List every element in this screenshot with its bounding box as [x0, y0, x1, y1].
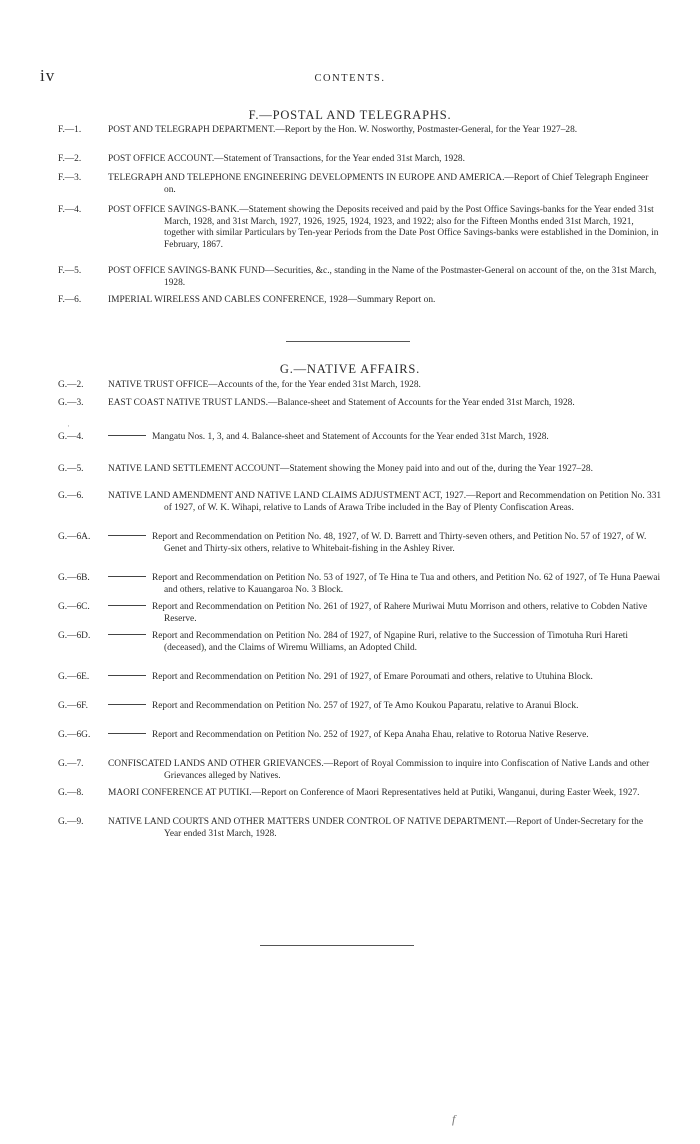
entry-code: G.—4.	[58, 432, 84, 442]
entry-code: G.—6E.	[58, 672, 90, 682]
entry-text: Report and Recommendation on Petition No. 284 of 1927, of Ngapine Ruri, relative to the Succession of Timotuha Ruri Hareti (deceased), and the Claims of Wiremu Williams, an Adopted Child.	[152, 631, 628, 653]
entry-text: Report and Recommendation on Petition No. 291 of 1927, of Emare Poroumati and others, relative to Utuhina Block.	[152, 672, 593, 682]
entry-code: G.—6G.	[58, 730, 91, 740]
toc-entry	[58, 205, 662, 251]
entry-text: IMPERIAL WIRELESS AND CABLES CONFERENCE, 1928—Summary Report on.	[108, 295, 436, 305]
entry-code: G.—5.	[58, 464, 84, 474]
entry-code: G.—6D.	[58, 631, 91, 641]
toc-entry	[58, 573, 662, 596]
entry-text: CONFISCATED LANDS AND OTHER GRIEVANCES.—Report of Royal Commission to inquire into Confiscation of Native Lands and other Grievances alleged by Natives.	[108, 759, 650, 781]
ditto-dash	[108, 435, 146, 436]
entry-code: G.—6B.	[58, 573, 90, 583]
entry-code: G.—9.	[58, 817, 84, 827]
end-rule	[260, 945, 414, 946]
entry-text: Report and Recommendation on Petition No. 261 of 1927, of Rahere Muriwai Mutu Morrison and others, relative to Cobden Native Reserve.	[152, 602, 648, 624]
section-divider	[286, 341, 410, 342]
toc-entry	[58, 532, 662, 555]
toc-entry	[58, 672, 662, 684]
entry-text: NATIVE LAND COURTS AND OTHER MATTERS UNDER CONTROL OF NATIVE DEPARTMENT.—Report of Under-Secretary for the Year ended 31st March, 1928.	[108, 817, 643, 839]
entry-text: NATIVE LAND AMENDMENT AND NATIVE LAND CLAIMS ADJUSTMENT ACT, 1927.—Report and Recommendation on Petition No. 331 of 1927, of W. K. Wihapi, relative to Lands of Arawa Tribe included in the Bay of Plenty Confiscation Areas.	[108, 491, 662, 513]
section-f-title: F.—POSTAL AND TELEGRAPHS.	[248, 108, 452, 122]
entry-code: F.—3.	[58, 173, 82, 183]
entry-text: Report and Recommendation on Petition No. 53 of 1927, of Te Hina te Tua and others, and Petition No. 62 of 1927, of Te Huna Paewai and others, relative to Kauangaroa No. 3 Block.	[152, 573, 661, 595]
entry-code: F.—5.	[58, 266, 82, 276]
entry-text: NATIVE LAND SETTLEMENT ACCOUNT—Statement showing the Money paid into and out of the, during the Year 1927–28.	[108, 464, 593, 474]
entry-text: Report and Recommendation on Petition No. 48, 1927, of W. D. Barrett and Thirty-seven others, and Petition No. 57 of 1927, of W. Genet and Thirty-six others, relative to Whitebait-fishing in the Ashley River.	[152, 532, 647, 554]
entry-code: G.—3.	[58, 398, 84, 408]
toc-entry	[58, 788, 662, 800]
entry-text: POST OFFICE ACCOUNT.—Statement of Transactions, for the Year ended 31st March, 1928.	[108, 154, 465, 164]
toc-entry	[58, 464, 662, 476]
entry-text: POST AND TELEGRAPH DEPARTMENT.—Report by the Hon. W. Nosworthy, Postmaster-General, for the Year 1927–28.	[108, 125, 578, 135]
entry-text: EAST COAST NATIVE TRUST LANDS.—Balance-sheet and Statement of Accounts for the Year ended 31st March, 1928.	[108, 398, 575, 408]
entry-code: F.—1.	[58, 125, 82, 135]
toc-entry	[58, 295, 662, 307]
toc-entry	[58, 730, 662, 742]
ditto-dash	[108, 675, 146, 676]
ditto-dash	[108, 733, 146, 734]
entry-code: G.—6A.	[58, 532, 91, 542]
margin-mark: f	[452, 1112, 456, 1126]
entry-text: Mangatu Nos. 1, 3, and 4. Balance-sheet and Statement of Accounts for the Year ended 31st March, 1928.	[152, 432, 549, 442]
ditto-dash	[108, 634, 146, 635]
running-head: CONTENTS.	[314, 73, 386, 84]
toc-entry	[58, 154, 662, 166]
toc-entry	[58, 631, 662, 654]
toc-entry	[58, 759, 662, 782]
ditto-dash	[108, 704, 146, 705]
entry-code: G.—2.	[58, 380, 84, 390]
ditto-dash	[108, 605, 146, 606]
toc-entry	[58, 173, 662, 196]
toc-entry	[58, 602, 662, 625]
toc-entry	[58, 432, 662, 444]
entry-code: F.—4.	[58, 205, 82, 215]
ditto-dash	[108, 535, 146, 536]
entry-text: TELEGRAPH AND TELEPHONE ENGINEERING DEVELOPMENTS IN EUROPE AND AMERICA.—Report of Chief Telegraph Engineer on.	[108, 173, 649, 195]
toc-entry	[58, 701, 662, 713]
toc-entry	[58, 491, 662, 514]
toc-entry	[58, 266, 662, 289]
entry-code: F.—6.	[58, 295, 82, 305]
entry-code: F.—2.	[58, 154, 82, 164]
entry-text: POST OFFICE SAVINGS-BANK FUND—Securities, &c., standing in the Name of the Postmaster-General on account of the, on the 31st March, 1928.	[108, 266, 657, 288]
toc-entry	[58, 380, 662, 392]
entry-text: Report and Recommendation on Petition No. 257 of 1927, of Te Amo Koukou Paparatu, relative to Aranui Block.	[152, 701, 579, 711]
section-g-title: G.—NATIVE AFFAIRS.	[279, 362, 421, 376]
entry-text: POST OFFICE SAVINGS-BANK.—Statement showing the Deposits received and paid by the Post Office Savings-banks for the Year ended 31st March, 1928, and 31st March, 1927, 1926, 1925, 1924, 1923, and 1922; also for the Fifteen Months ended 31st March, 1921, together with similar Particulars by Ten-year Periods from the Date Post Office Savings-banks were established in the Dominion, in February, 1867.	[108, 205, 659, 250]
entry-code: G.—6F.	[58, 701, 88, 711]
toc-entry	[58, 398, 662, 410]
entry-text: Report and Recommendation on Petition No. 252 of 1927, of Kepa Anaha Ehau, relative to Rotorua Native Reserve.	[152, 730, 589, 740]
entry-code: G.—6.	[58, 491, 84, 501]
entry-code: G.—8.	[58, 788, 84, 798]
toc-entry	[58, 817, 662, 840]
stray-mark: ·	[67, 421, 70, 431]
entry-code: G.—7.	[58, 759, 84, 769]
page-number: iv	[40, 66, 56, 85]
entry-text: NATIVE TRUST OFFICE—Accounts of the, for the Year ended 31st March, 1928.	[108, 380, 421, 390]
toc-entry	[58, 125, 662, 137]
entry-code: G.—6C.	[58, 602, 90, 612]
entry-text: MAORI CONFERENCE AT PUTIKI.—Report on Conference of Maori Representatives held at Putiki, Wanganui, during Easter Week, 1927.	[108, 788, 640, 798]
ditto-dash	[108, 576, 146, 577]
